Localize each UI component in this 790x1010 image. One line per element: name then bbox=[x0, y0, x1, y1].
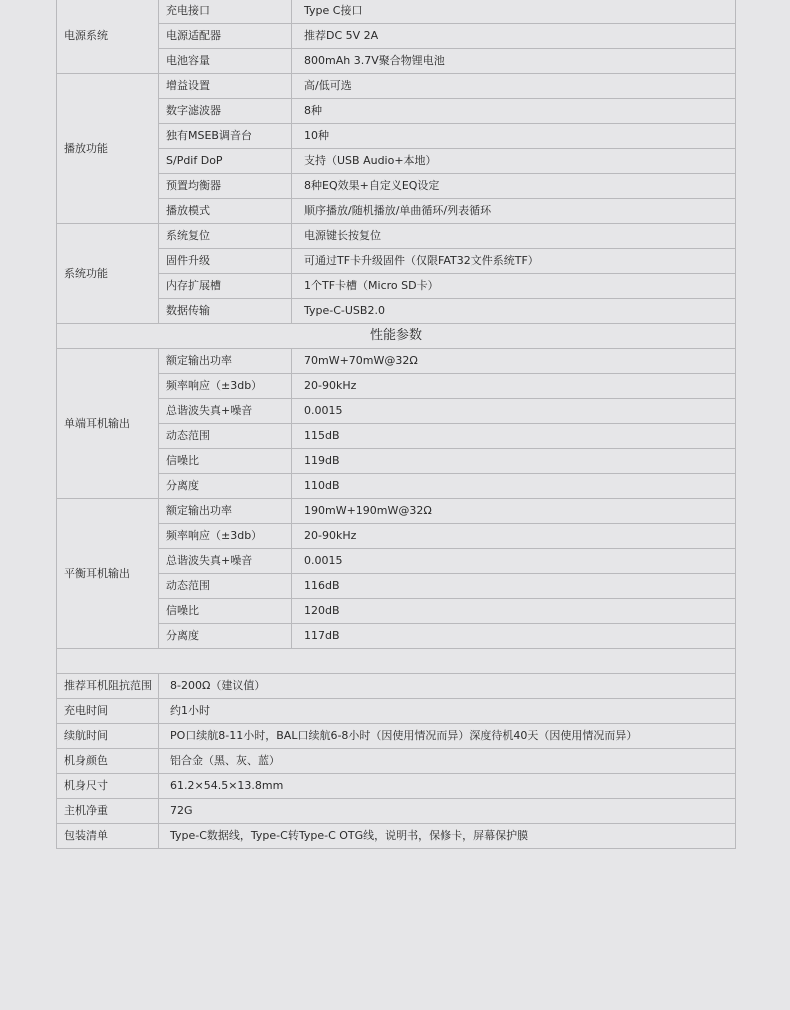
spec-value-cell: 117dB bbox=[292, 624, 736, 649]
spec-label-cell: 机身尺寸 bbox=[57, 774, 159, 799]
spec-value-cell: 110dB bbox=[292, 474, 736, 499]
table-row bbox=[57, 274, 736, 299]
spec-label-cell: 独有MSEB调音台 bbox=[159, 124, 292, 149]
spacer-row bbox=[57, 649, 736, 674]
table-row bbox=[57, 399, 736, 424]
spec-label-cell: 动态范围 bbox=[159, 424, 292, 449]
spec-value-cell: 顺序播放/随机播放/单曲循环/列表循环 bbox=[292, 199, 736, 224]
table-row bbox=[57, 474, 736, 499]
spec-value-cell: 支持（USB Audio+本地） bbox=[292, 149, 736, 174]
spec-label-cell: 信噪比 bbox=[159, 449, 292, 474]
table-row bbox=[57, 174, 736, 199]
table-row bbox=[57, 699, 736, 724]
spec-value-cell: 铝合金（黑、灰、蓝） bbox=[159, 749, 736, 774]
spec-label-cell: 数字滤波器 bbox=[159, 99, 292, 124]
spec-value-cell: 0.0015 bbox=[292, 549, 736, 574]
table-row bbox=[57, 224, 736, 249]
spec-label-cell: 推荐耳机阻抗范围 bbox=[57, 674, 159, 699]
spec-value-cell: 推荐DC 5V 2A bbox=[292, 24, 736, 49]
group-name-cell: 播放功能 bbox=[57, 74, 159, 224]
spec-value-cell: 20-90kHz bbox=[292, 374, 736, 399]
table-row bbox=[57, 124, 736, 149]
spec-value-cell: 电源键长按复位 bbox=[292, 224, 736, 249]
table-row bbox=[57, 24, 736, 49]
spec-label-cell: 充电时间 bbox=[57, 699, 159, 724]
group-name-cell: 电源系统 bbox=[57, 0, 159, 74]
table-row bbox=[57, 49, 736, 74]
table-row bbox=[57, 299, 736, 324]
spec-label-cell: 内存扩展槽 bbox=[159, 274, 292, 299]
spec-label-cell: 包装清单 bbox=[57, 824, 159, 849]
table-row bbox=[57, 824, 736, 849]
spec-value-cell: 800mAh 3.7V聚合物锂电池 bbox=[292, 49, 736, 74]
table-row bbox=[57, 424, 736, 449]
spec-value-cell: 20-90kHz bbox=[292, 524, 736, 549]
spec-label-cell: 机身颜色 bbox=[57, 749, 159, 774]
table-row bbox=[57, 549, 736, 574]
table-row bbox=[57, 524, 736, 549]
section-title: 性能参数 bbox=[57, 324, 736, 349]
spec-label-cell: 额定输出功率 bbox=[159, 349, 292, 374]
table-row bbox=[57, 349, 736, 374]
group-name-cell: 平衡耳机输出 bbox=[57, 499, 159, 649]
spec-value-cell: 61.2×54.5×13.8mm bbox=[159, 774, 736, 799]
spec-label-cell: 电池容量 bbox=[159, 49, 292, 74]
spec-label-cell: 频率响应（±3db） bbox=[159, 374, 292, 399]
spec-value-cell: 高/低可选 bbox=[292, 74, 736, 99]
spec-table bbox=[56, 0, 736, 849]
spec-value-cell: 116dB bbox=[292, 574, 736, 599]
spacer-cell bbox=[57, 649, 736, 674]
spec-value-cell: 0.0015 bbox=[292, 399, 736, 424]
table-row bbox=[57, 149, 736, 174]
spec-label-cell: 系统复位 bbox=[159, 224, 292, 249]
spec-value-cell: Type C接口 bbox=[292, 0, 736, 24]
table-row bbox=[57, 674, 736, 699]
spec-label-cell: 信噪比 bbox=[159, 599, 292, 624]
table-row bbox=[57, 374, 736, 399]
spec-value-cell: 8-200Ω（建议值） bbox=[159, 674, 736, 699]
table-row bbox=[57, 0, 736, 24]
table-row bbox=[57, 74, 736, 99]
table-row bbox=[57, 199, 736, 224]
table-row bbox=[57, 599, 736, 624]
spec-label-cell: 分离度 bbox=[159, 624, 292, 649]
spec-value-cell: Type-C-USB2.0 bbox=[292, 299, 736, 324]
group-name-cell: 单端耳机输出 bbox=[57, 349, 159, 499]
spec-value-cell: PO口续航8-11小时，BAL口续航6-8小时（因使用情况而异）深度待机40天（因使用情况而异） bbox=[159, 724, 736, 749]
spec-label-cell: 数据传输 bbox=[159, 299, 292, 324]
spec-label-cell: 主机净重 bbox=[57, 799, 159, 824]
spec-value-cell: 120dB bbox=[292, 599, 736, 624]
table-row bbox=[57, 449, 736, 474]
spec-label-cell: 额定输出功率 bbox=[159, 499, 292, 524]
spec-label-cell: 总谐波失真+噪音 bbox=[159, 549, 292, 574]
spec-value-cell: 8种 bbox=[292, 99, 736, 124]
table-row bbox=[57, 499, 736, 524]
spec-value-cell: 10种 bbox=[292, 124, 736, 149]
spec-value-cell: Type-C数据线，Type-C转Type-C OTG线，说明书，保修卡，屏幕保护膜 bbox=[159, 824, 736, 849]
spec-label-cell: 分离度 bbox=[159, 474, 292, 499]
spec-label-cell: 总谐波失真+噪音 bbox=[159, 399, 292, 424]
spec-value-cell: 119dB bbox=[292, 449, 736, 474]
section-header-row bbox=[57, 324, 736, 349]
spec-label-cell: 充电接口 bbox=[159, 0, 292, 24]
spec-label-cell: 增益设置 bbox=[159, 74, 292, 99]
table-row bbox=[57, 749, 736, 774]
spec-value-cell: 1个TF卡槽（Micro SD卡） bbox=[292, 274, 736, 299]
group-name-cell: 系统功能 bbox=[57, 224, 159, 324]
table-row bbox=[57, 99, 736, 124]
spec-label-cell: 电源适配器 bbox=[159, 24, 292, 49]
table-row bbox=[57, 799, 736, 824]
spec-label-cell: 固件升级 bbox=[159, 249, 292, 274]
spec-label-cell: 播放模式 bbox=[159, 199, 292, 224]
table-row bbox=[57, 774, 736, 799]
spec-value-cell: 190mW+190mW@32Ω bbox=[292, 499, 736, 524]
table-row bbox=[57, 574, 736, 599]
spec-label-cell: 频率响应（±3db） bbox=[159, 524, 292, 549]
spec-table-body bbox=[57, 0, 736, 849]
spec-value-cell: 72G bbox=[159, 799, 736, 824]
spec-label-cell: 预置均衡器 bbox=[159, 174, 292, 199]
spec-value-cell: 8种EQ效果+自定义EQ设定 bbox=[292, 174, 736, 199]
spec-value-cell: 115dB bbox=[292, 424, 736, 449]
spec-label-cell: 续航时间 bbox=[57, 724, 159, 749]
spec-value-cell: 可通过TF卡升级固件（仅限FAT32文件系统TF） bbox=[292, 249, 736, 274]
spec-label-cell: S/Pdif DoP bbox=[159, 149, 292, 174]
table-row bbox=[57, 724, 736, 749]
table-row bbox=[57, 624, 736, 649]
spec-value-cell: 70mW+70mW@32Ω bbox=[292, 349, 736, 374]
table-row bbox=[57, 249, 736, 274]
spec-value-cell: 约1小时 bbox=[159, 699, 736, 724]
spec-label-cell: 动态范围 bbox=[159, 574, 292, 599]
